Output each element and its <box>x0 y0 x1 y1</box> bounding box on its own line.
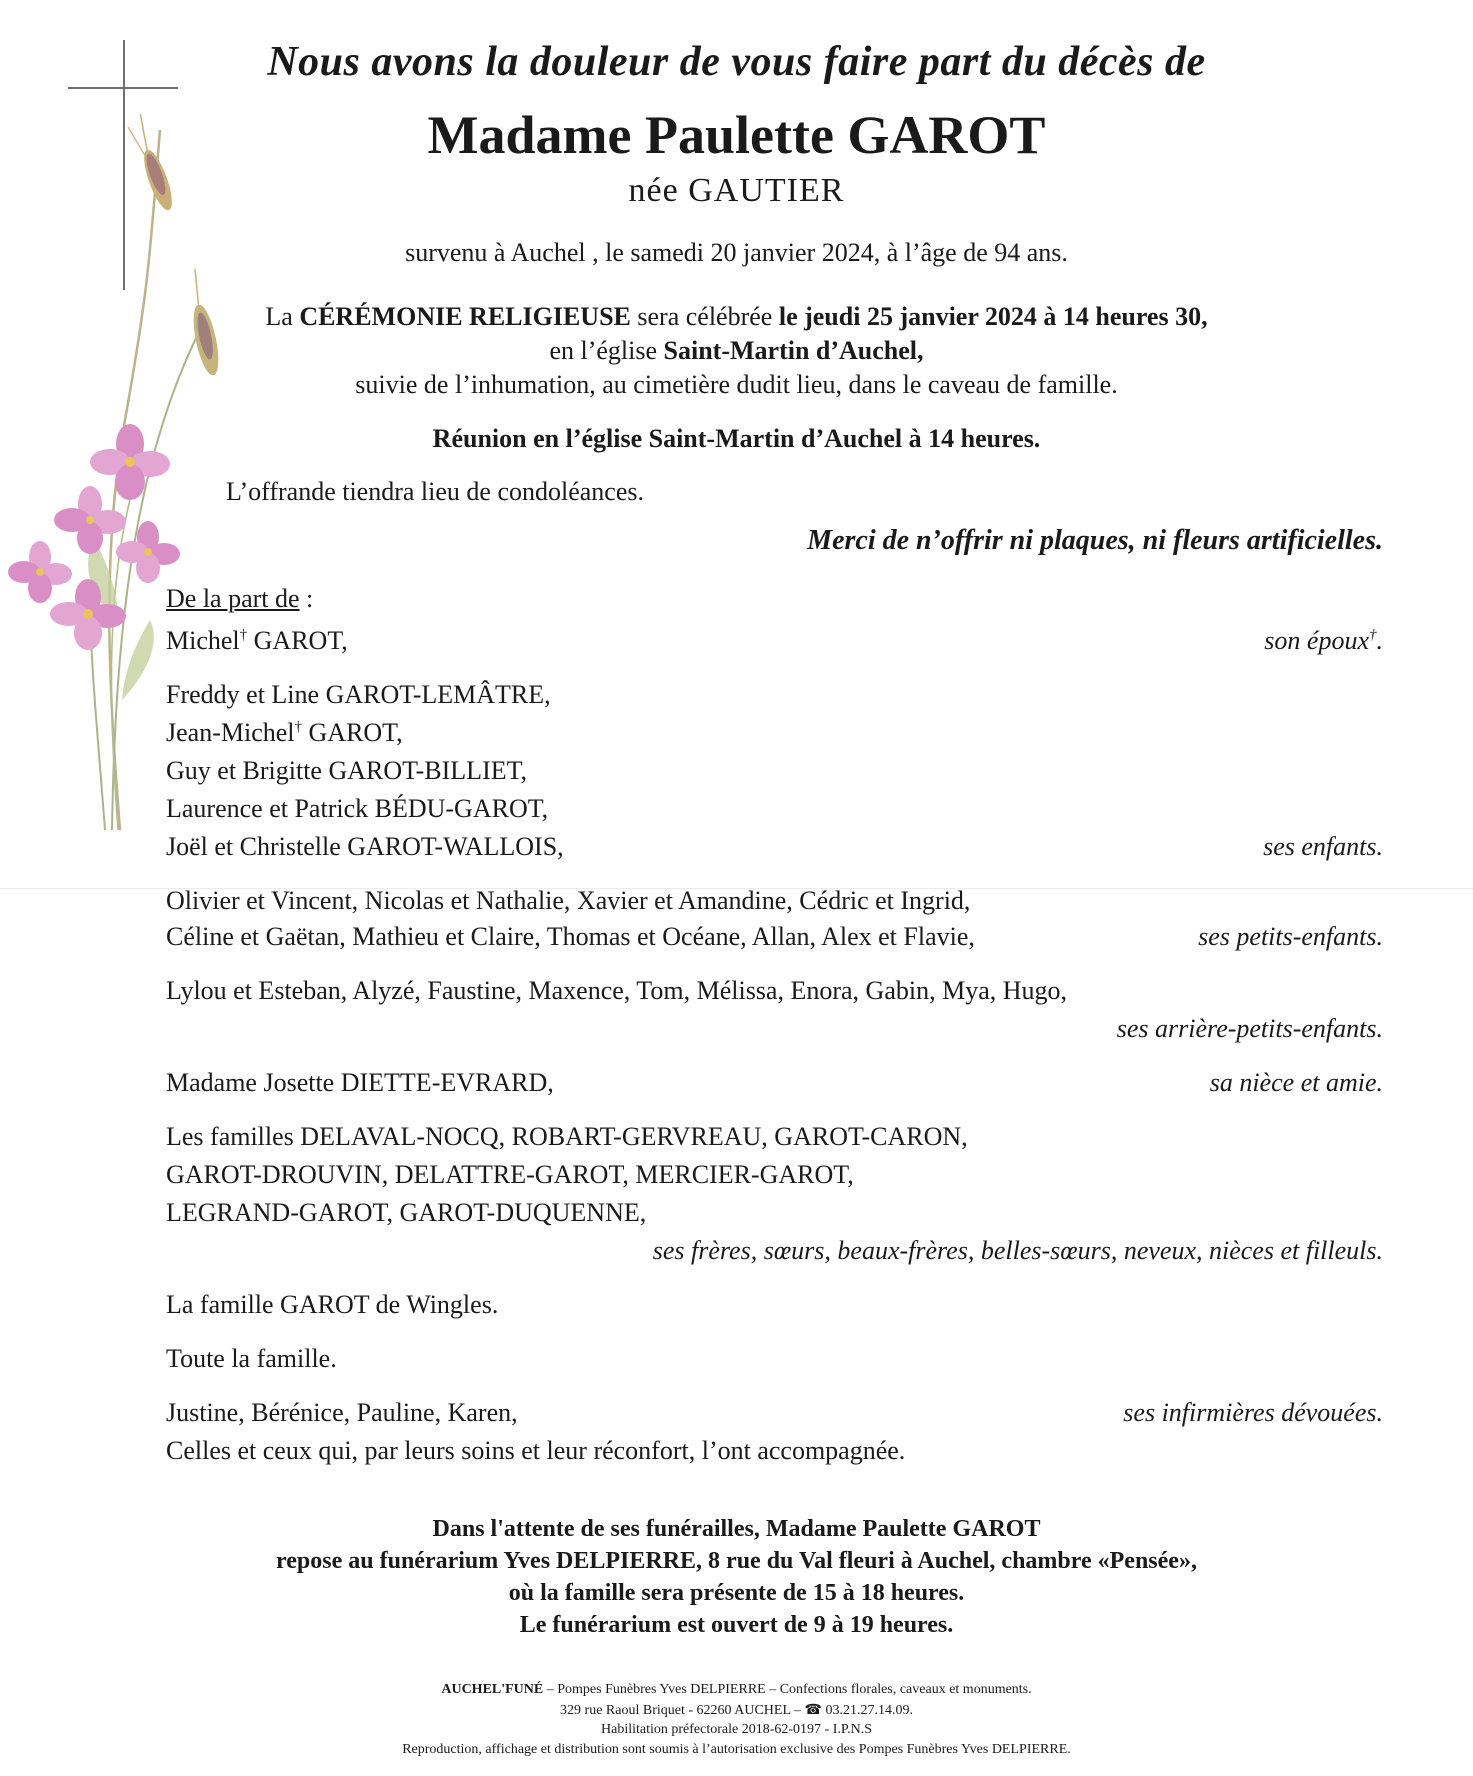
families-line: GAROT-DROUVIN, DELATTRE-GAROT, MERCIER-GAROT, <box>166 1160 854 1189</box>
death-details: survenu à Auchel , le samedi 20 janvier 2024, à l’âge de 94 ans. <box>405 238 1068 267</box>
spouse-name <box>166 626 348 656</box>
text: – Pompes Funèbres Yves DELPIERRE – Confections florales, caveaux et monuments. <box>543 1682 1032 1697</box>
spouse-relation <box>1264 626 1383 656</box>
nurses-line: Justine, Bérénice, Pauline, Karen, <box>166 1398 518 1427</box>
funerarium-line-4: Le funérarium est ouvert de 9 à 19 heures. <box>519 1612 954 1638</box>
funerarium-line-1: Dans l'attente de ses funérailles, Madame Paulette GAROT <box>432 1516 1041 1542</box>
ceremony-date: le jeudi 25 janvier 2024 à 14 heures 30, <box>778 302 1208 331</box>
child-line: Joël et Christelle GAROT-WALLOIS, <box>166 832 564 861</box>
text: La <box>265 302 300 331</box>
niece-relation: sa nièce et amie. <box>1209 1068 1383 1097</box>
announcement-intro: Nous avons la douleur de vous faire part du décès de <box>267 39 1206 85</box>
families-relation: ses frères, sœurs, beaux-frères, belles-sœurs, neveux, nièces et filleuls. <box>652 1236 1383 1265</box>
grandchildren-relation: ses petits-enfants. <box>1198 922 1383 951</box>
ceremony-line-2 <box>0 336 1473 366</box>
text: sera célébrée <box>630 302 779 331</box>
dagger-mark: † <box>1369 627 1377 643</box>
violet-flower <box>8 541 72 603</box>
text: en l’église <box>549 336 664 365</box>
nurses-relation: ses infirmières dévouées. <box>1123 1398 1383 1427</box>
deceased-name: Madame Paulette GAROT <box>427 105 1046 165</box>
ceremony-line-3: suivie de l’inhumation, au cimetière dudit lieu, dans le caveau de famille. <box>355 370 1118 399</box>
stem <box>112 330 200 830</box>
families-line: Les familles DELAVAL-NOCQ, ROBART-GERVREAU, GAROT-CARON, <box>166 1122 968 1151</box>
footer-line-4: Reproduction, affichage et distribution sont soumis à l’autorisation exclusive des Pompes Funèbres Yves DELPIERRE. <box>402 1742 1071 1757</box>
ceremony-label: CÉRÉMONIE RELIGIEUSE <box>299 302 631 331</box>
child-line: Laurence et Patrick BÉDU-GAROT, <box>166 794 549 823</box>
funerarium-line-3: où la famille sera présente de 15 à 18 heures. <box>508 1580 965 1606</box>
grandchildren-line: Olivier et Vincent, Nicolas et Nathalie, Xavier et Amandine, Cédric et Ingrid, <box>166 886 971 915</box>
text: son époux <box>1264 626 1369 655</box>
child-line <box>166 718 403 748</box>
niece-line: Madame Josette DIETTE-EVRARD, <box>166 1068 554 1097</box>
reunion-line: Réunion en l’église Saint-Martin d’Auchel à 14 heures. <box>432 424 1041 453</box>
whole-family-line: Toute la famille. <box>166 1344 337 1373</box>
funerarium-line-2: repose au funérarium Yves DELPIERRE, 8 rue du Val fleuri à Auchel, chambre «Pensée», <box>276 1548 1197 1574</box>
wingles-family-line: La famille GAROT de Wingles. <box>166 1290 499 1319</box>
no-flowers-request: Merci de n’offrir ni plaques, ni fleurs artificielles. <box>807 525 1383 556</box>
text: 329 rue Raoul Briquet - 62260 AUCHEL – <box>560 1703 805 1718</box>
footer-line-3: Habilitation préfectorale 2018-62-0197 - I.P.N.S <box>601 1722 872 1737</box>
grandchildren-line: Céline et Gaëtan, Mathieu et Claire, Thomas et Océane, Allan, Alex et Flavie, <box>166 922 975 951</box>
text: : <box>299 584 314 613</box>
text: De la part de <box>166 584 300 613</box>
children-relation: ses enfants. <box>1263 832 1383 861</box>
telephone-icon: ☎ <box>804 1703 822 1718</box>
ceremony-line-1 <box>0 302 1473 332</box>
text: . <box>1376 626 1383 655</box>
text: Jean-Michel <box>166 718 295 747</box>
footer-line-1 <box>0 1682 1473 1698</box>
leaf <box>122 620 154 700</box>
dagger-mark: † <box>294 719 303 735</box>
child-line: Guy et Brigitte GAROT-BILLIET, <box>166 756 528 785</box>
families-line: LEGRAND-GAROT, GAROT-DUQUENNE, <box>166 1198 647 1227</box>
great-grandchildren-relation: ses arrière-petits-enfants. <box>1116 1014 1383 1043</box>
brand-name: AUCHEL'FUNÉ <box>441 1682 544 1697</box>
church-name: Saint-Martin d’Auchel, <box>663 336 924 365</box>
phone-number: 03.21.27.14.09. <box>821 1703 913 1718</box>
great-grandchildren-line: Lylou et Esteban, Alyzé, Faustine, Maxence, Tom, Mélissa, Enora, Gabin, Mya, Hugo, <box>166 976 1068 1005</box>
footer-line-2 <box>0 1702 1473 1719</box>
text: Michel <box>166 626 240 655</box>
text: GAROT, <box>247 626 348 655</box>
violet-flower <box>116 521 180 583</box>
text: GAROT, <box>302 718 403 747</box>
de-la-part-heading <box>166 584 313 614</box>
caregivers-line: Celles et ceux qui, par leurs soins et leur réconfort, l’ont accompagnée. <box>166 1436 906 1465</box>
dagger-mark: † <box>239 627 248 643</box>
maiden-name: née GAUTIER <box>628 172 845 209</box>
offrande-line: L’offrande tiendra lieu de condoléances. <box>226 477 644 506</box>
child-line: Freddy et Line GAROT-LEMÂTRE, <box>166 680 551 709</box>
